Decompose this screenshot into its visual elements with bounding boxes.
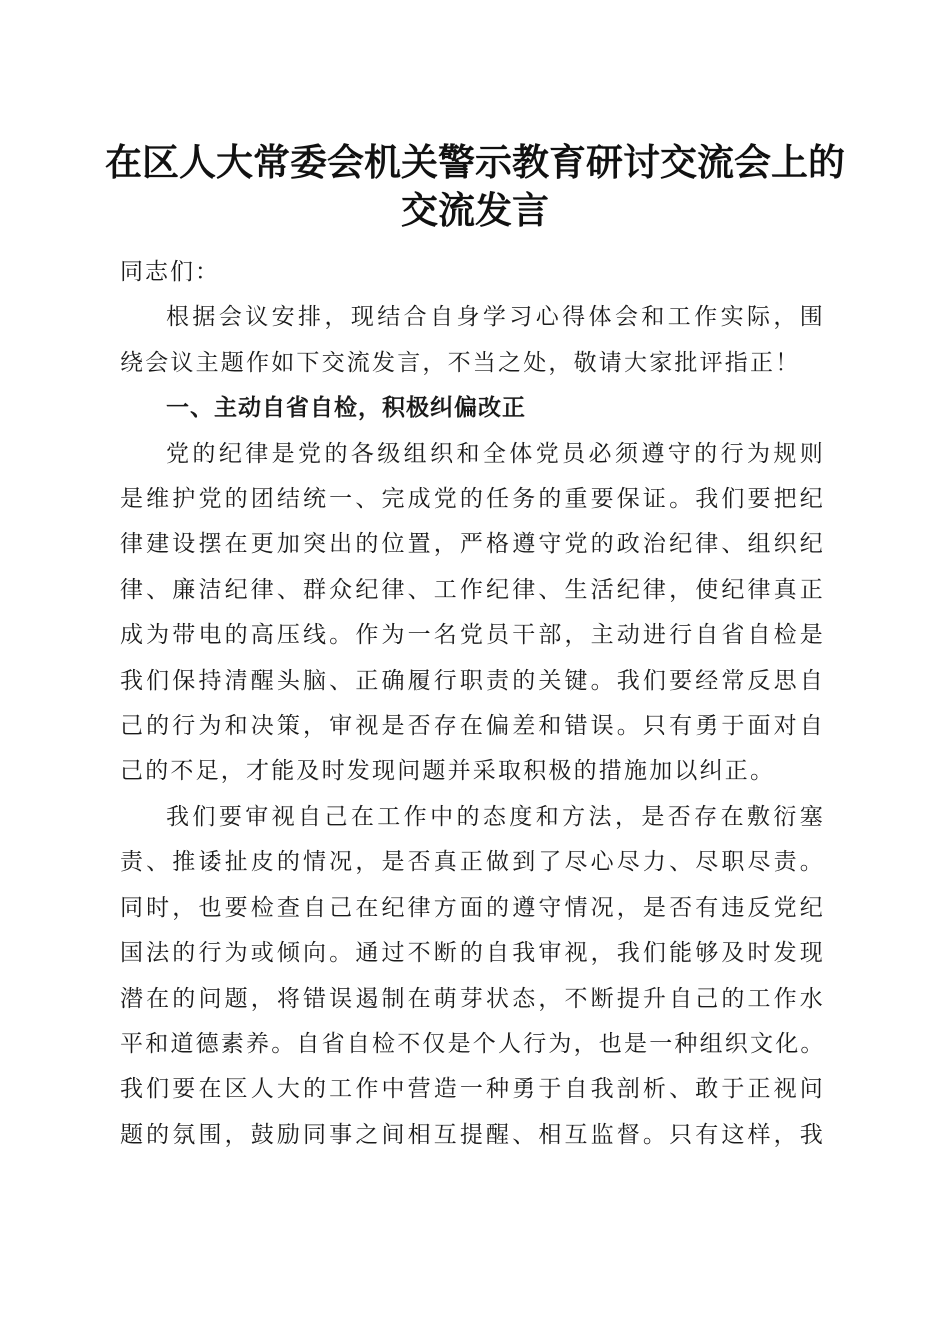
paragraph-line: 国法的行为或倾向。通过不断的自我审视，我们能够及时发现 [120, 940, 825, 967]
paragraph-line: 同时，也要检查自己在纪律方面的遵守情况，是否有违反党纪 [120, 894, 825, 921]
paragraph-line: 律建设摆在更加突出的位置，严格遵守党的政治纪律、组织纪 [120, 531, 825, 558]
paragraph-line: 题的氛围，鼓励同事之间相互提醒、相互监督。只有这样，我 [120, 1121, 825, 1148]
document-body [120, 250, 825, 1158]
section-heading: 一、主动自省自检，积极纠偏改正 [166, 395, 526, 422]
salutation: 同志们： [120, 259, 220, 285]
document-title [100, 138, 850, 234]
paragraph-line: 绕会议主题作如下交流发言，不当之处，敬请大家批评指正！ [120, 349, 801, 376]
title-line: 在区人大常委会机关警示教育研讨交流会上的 [105, 140, 845, 184]
title-line: 交流发言 [401, 188, 549, 232]
paragraph-line: 律、廉洁纪律、群众纪律、工作纪律、生活纪律，使纪律真正 [120, 576, 825, 603]
paragraph-line: 是维护党的团结统一、完成党的任务的重要保证。我们要把纪 [120, 486, 825, 513]
body-paragraph [120, 795, 825, 1158]
paragraph-line: 我们要审视自己在工作中的态度和方法，是否存在敷衍塞 [166, 803, 825, 830]
paragraph-line: 平和道德素养。自省自检不仅是个人行为，也是一种组织文化。 [120, 1030, 826, 1057]
paragraph-line: 我们要在区人大的工作中营造一种勇于自我剖析、敢于正视问 [120, 1076, 825, 1103]
paragraph-line: 党的纪律是党的各级组织和全体党员必须遵守的行为规则 [166, 440, 825, 467]
paragraph-line: 责、推诿扯皮的情况，是否真正做到了尽心尽力、尽职尽责。 [120, 849, 825, 876]
paragraph-line: 根据会议安排，现结合自身学习心得体会和工作实际，围 [166, 304, 825, 331]
paragraph-line: 己的不足，才能及时发现问题并采取积极的措施加以纠正。 [120, 758, 776, 785]
paragraph-line: 成为带电的高压线。作为一名党员干部，主动进行自省自检是 [120, 622, 825, 649]
intro-paragraph [120, 295, 825, 386]
paragraph-line: 己的行为和决策，审视是否存在偏差和错误。只有勇于面对自 [120, 713, 825, 740]
paragraph-line: 我们保持清醒头脑、正确履行职责的关键。我们要经常反思自 [120, 667, 825, 694]
paragraph-line: 潜在的问题，将错误遏制在萌芽状态，不断提升自己的工作水 [120, 985, 825, 1012]
body-paragraph [120, 432, 825, 795]
